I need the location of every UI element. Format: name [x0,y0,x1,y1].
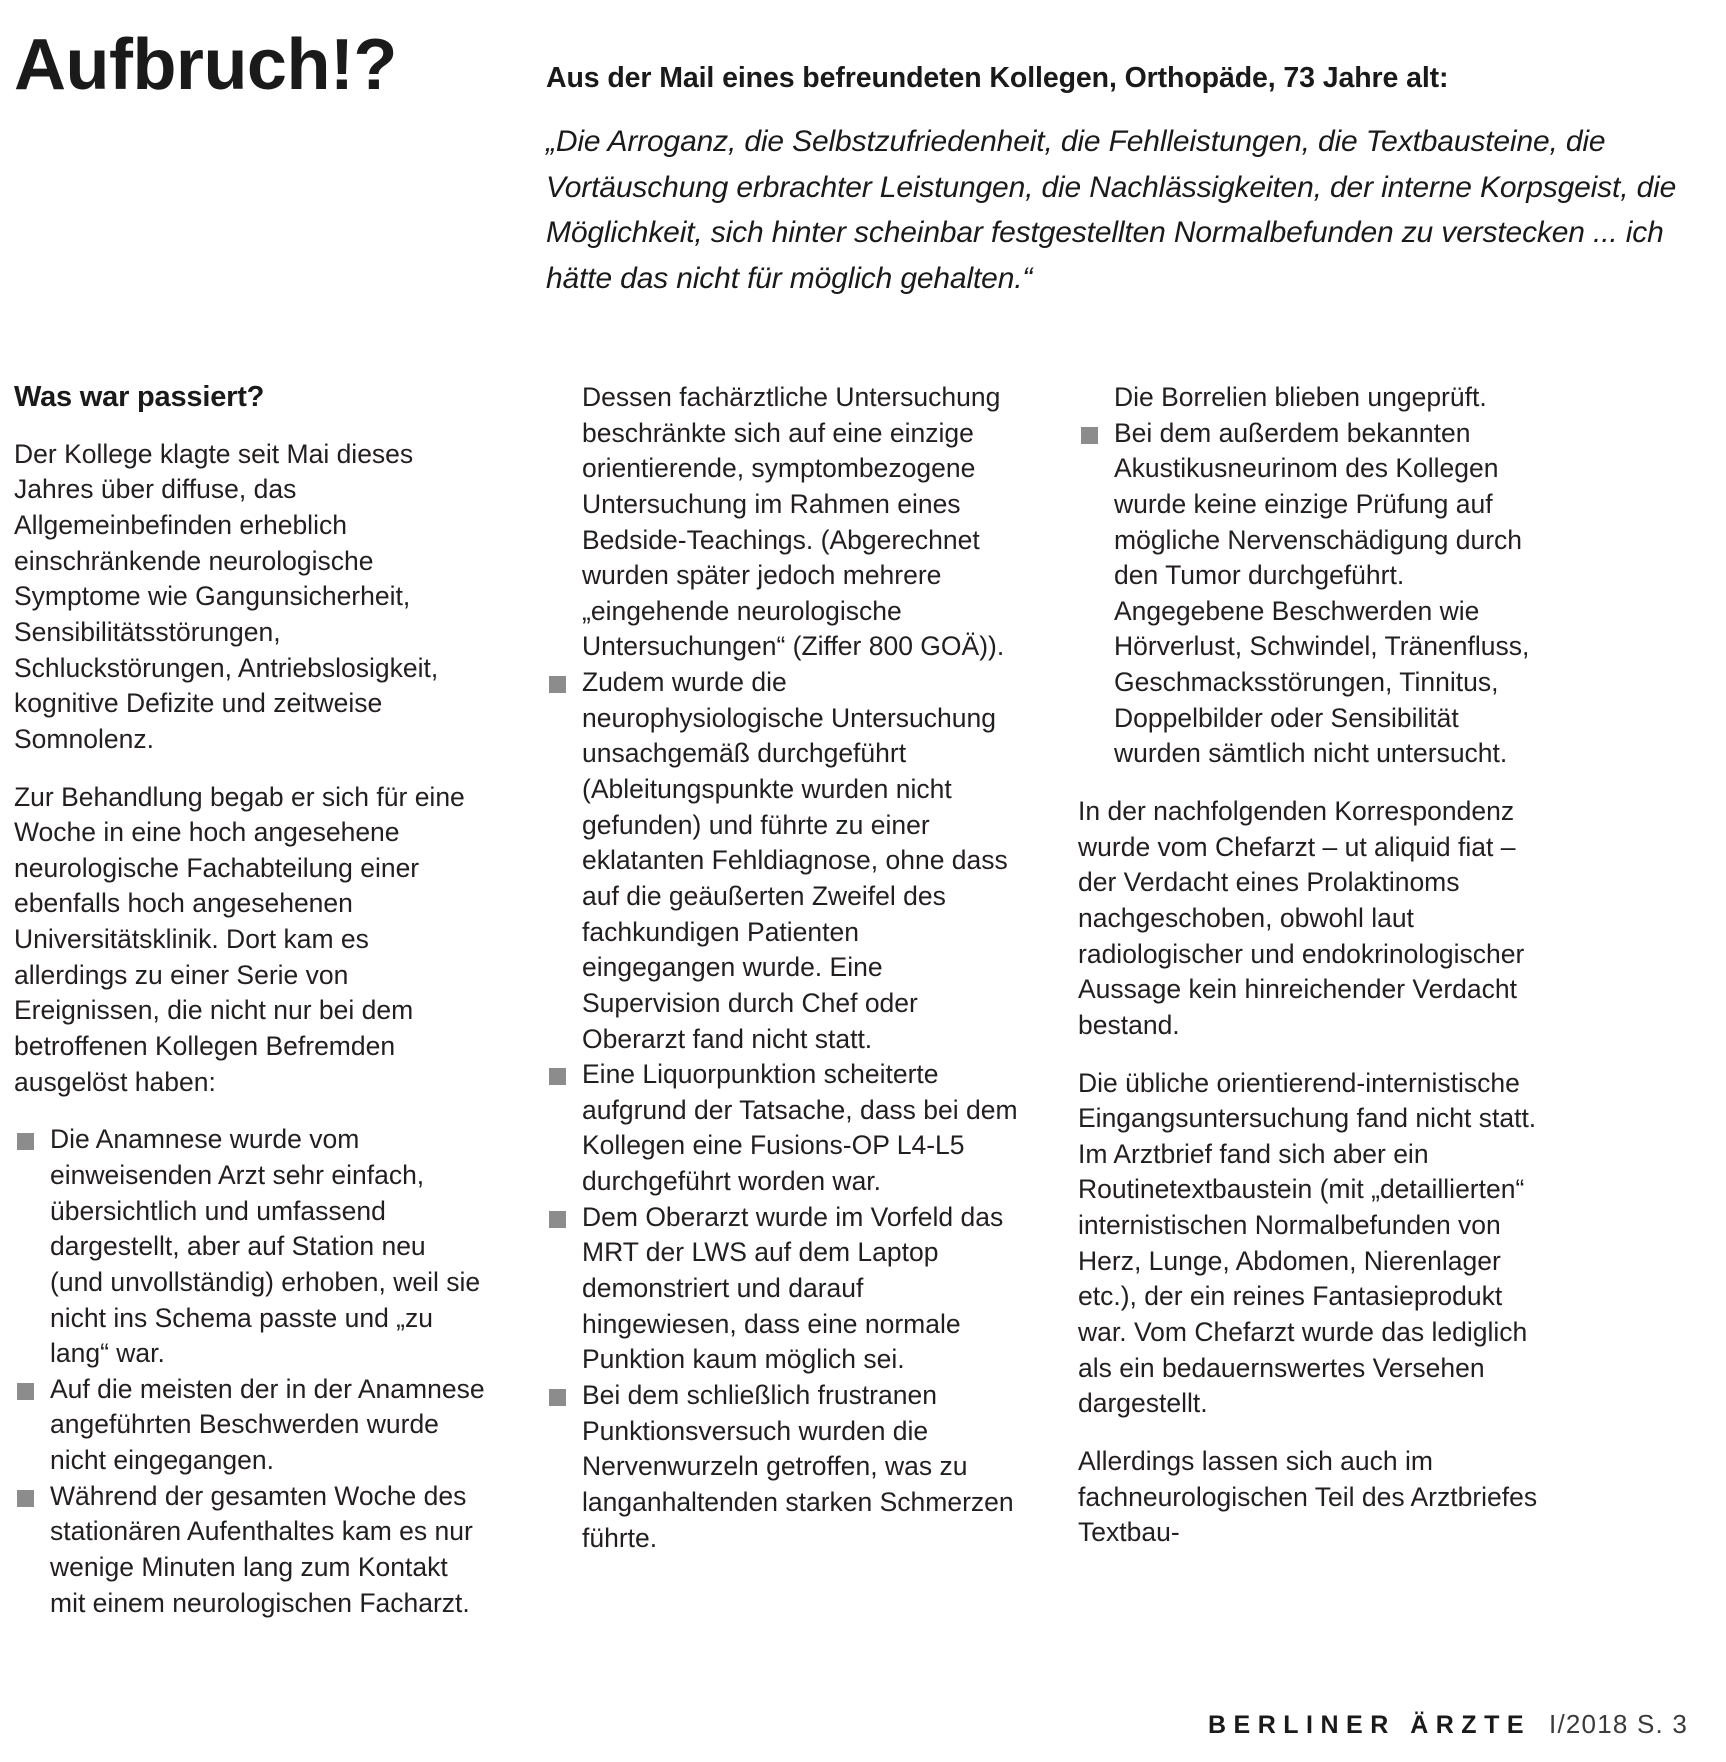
list-item [546,1378,1018,1556]
publication-name: BERLINER ÄRZTE [1207,1711,1532,1739]
list-item [1078,416,1550,772]
paragraph-continuation: Dessen fachärztliche Untersuchung beschränkte sich auf eine einzige orientierende, symptombezogene Untersuchung im Rahmen eines Bedside-Teachings. (Abgerechnet wurden später jedoch mehrere „eingehende neurologische Untersuchungen“ (Ziffer 800 GOÄ)). [582,382,1005,662]
list-item [546,665,1018,1057]
pull-quote-block [546,60,1711,301]
article-columns [0,380,1726,1650]
quote-text: „Die Arroganz, die Selbstzufriedenheit, die Fehlleistungen, die Textbausteine, die Vortäuschung erbrachter Leistungen, die Nachlässigkeiten, der interne Korpsgeist, die Möglichkeit, sich hinter scheinbar festgestellten Normalbefunden zu verstecken ... ich hätte das nicht für möglich gehalten.“ [546,125,1677,295]
square-bullet-icon [549,1389,566,1406]
square-bullet-icon [549,1068,566,1085]
issue-and-page: I/2018 S. 3 [1549,1709,1688,1739]
list-item-text: Eine Liquorpunktion scheiterte aufgrund der Tatsache, dass bei dem Kollegen eine Fusions-OP L4-L5 durchgeführt worden war. [582,1059,1018,1197]
page-header [0,0,1726,360]
paragraph: In der nachfolgenden Korrespondenz wurde vom Chefarzt – ut aliquid fiat – der Verdacht eines Prolaktinoms nachgeschoben, obwohl laut radiologischer und endokrinologischer Aussage kein hinreichender Verdacht bestand. [1078,796,1525,1040]
list-item-text: Bei dem schließlich frustranen Punktionsversuch wurden die Nervenwurzeln getroffen, was zu langanhaltenden starken Schmerzen führte. [582,1379,1014,1553]
square-bullet-icon [17,1133,34,1150]
quote-attribution: Aus der Mail eines befreundeten Kollegen, Orthopäde, 73 Jahre alt: [546,62,1449,94]
page-footer [1208,1709,1688,1740]
square-bullet-icon [1081,427,1098,444]
square-bullet-icon [549,1211,566,1228]
paragraph: Zur Behandlung begab er sich für eine Woche in eine hoch angesehene neurologische Fachabteilung einer ebenfalls hoch angesehenen Universitätsklinik. Dort kam es allerdings zu einer Serie von Ereignissen, die nicht nur bei dem betroffenen Kollegen Befremden ausgelöst haben: [14,781,465,1097]
list-item [14,1122,486,1371]
paragraph: Die übliche orientierend-internistische Eingangsuntersuchung fand nicht statt. Im Arztbrief fand sich aber ein Routinetextbaustein (mit „detaillierten“ internistischen Normalbefunden von Herz, Lunge, Abdomen, Nierenlager etc.), der ein reines Fantasieprodukt war. Vom Chefarzt wurde das lediglich als ein bedauernswertes Versehen dargestellt. [1078,1067,1537,1419]
list-item [546,1057,1018,1200]
paragraph-continuation: Die Borrelien blieben ungeprüft. [1114,382,1487,412]
list-item-text: Während der gesamten Woche des stationären Aufenthaltes kam es nur wenige Minuten lang zum Kontakt mit einem neurologischen Facharzt. [50,1480,473,1618]
bullet-list [14,1122,486,1621]
list-item [14,1372,486,1479]
list-item-text: Zudem wurde die neurophysiologische Untersuchung unsachgemäß durchgeführt (Ableitungspunkte wurden nicht gefunden) und führte zu einer eklatanten Fehldiagnose, ohne dass auf die geäußerten Zweifel des fachkundigen Patienten eingegangen wurde. Eine Supervision durch Chef oder Oberarzt fand nicht statt. [582,667,1008,1054]
paragraph: Allerdings lassen sich auch im fachneurologischen Teil des Arztbriefes Textbau- [1078,1445,1538,1548]
article-column-1 [14,380,486,1621]
list-item [14,1479,486,1622]
article-column-2 [546,380,1018,1556]
list-item-text: Bei dem außerdem bekannten Akustikusneurinom des Kollegen wurde keine einzige Prüfung auf mögliche Nervenschädigung durch den Tumor durchgeführt. Angegebene Beschwerden wie Hörverlust, Schwindel, Tränenfluss, Geschmacksstörungen, Tinnitus, Doppelbilder oder Sensibilität wurden sämtlich nicht untersucht. [1114,417,1530,769]
list-item-text: Dem Oberarzt wurde im Vorfeld das MRT der LWS auf dem Laptop demonstriert und darauf hingewiesen, dass eine normale Punktion kaum möglich sei. [582,1201,1004,1375]
article-column-3 [1078,380,1550,1551]
page-title: Aufbruch!? [14,25,397,105]
square-bullet-icon [17,1383,34,1400]
square-bullet-icon [17,1490,34,1507]
section-heading: Was war passiert? [14,381,265,413]
bullet-list [1078,416,1550,772]
square-bullet-icon [549,676,566,693]
list-item-text: Die Anamnese wurde vom einweisenden Arzt sehr einfach, übersichtlich und umfassend dargestellt, aber auf Station neu (und unvollständig) erhoben, weil sie nicht ins Schema passte und „zu lang“ war. [50,1124,481,1369]
list-item-text: Auf die meisten der in der Anamnese angeführten Beschwerden wurde nicht eingegangen. [50,1373,485,1476]
list-item [546,1200,1018,1378]
bullet-list [546,665,1018,1556]
paragraph: Der Kollege klagte seit Mai dieses Jahres über diffuse, das Allgemeinbefinden erheblich einschränkende neurologische Symptome wie Gangunsicherheit, Sensibilitätsstörungen, Schluckstörungen, Antriebslosigkeit, kognitive Defizite und zeitweise Somnolenz. [14,438,439,754]
